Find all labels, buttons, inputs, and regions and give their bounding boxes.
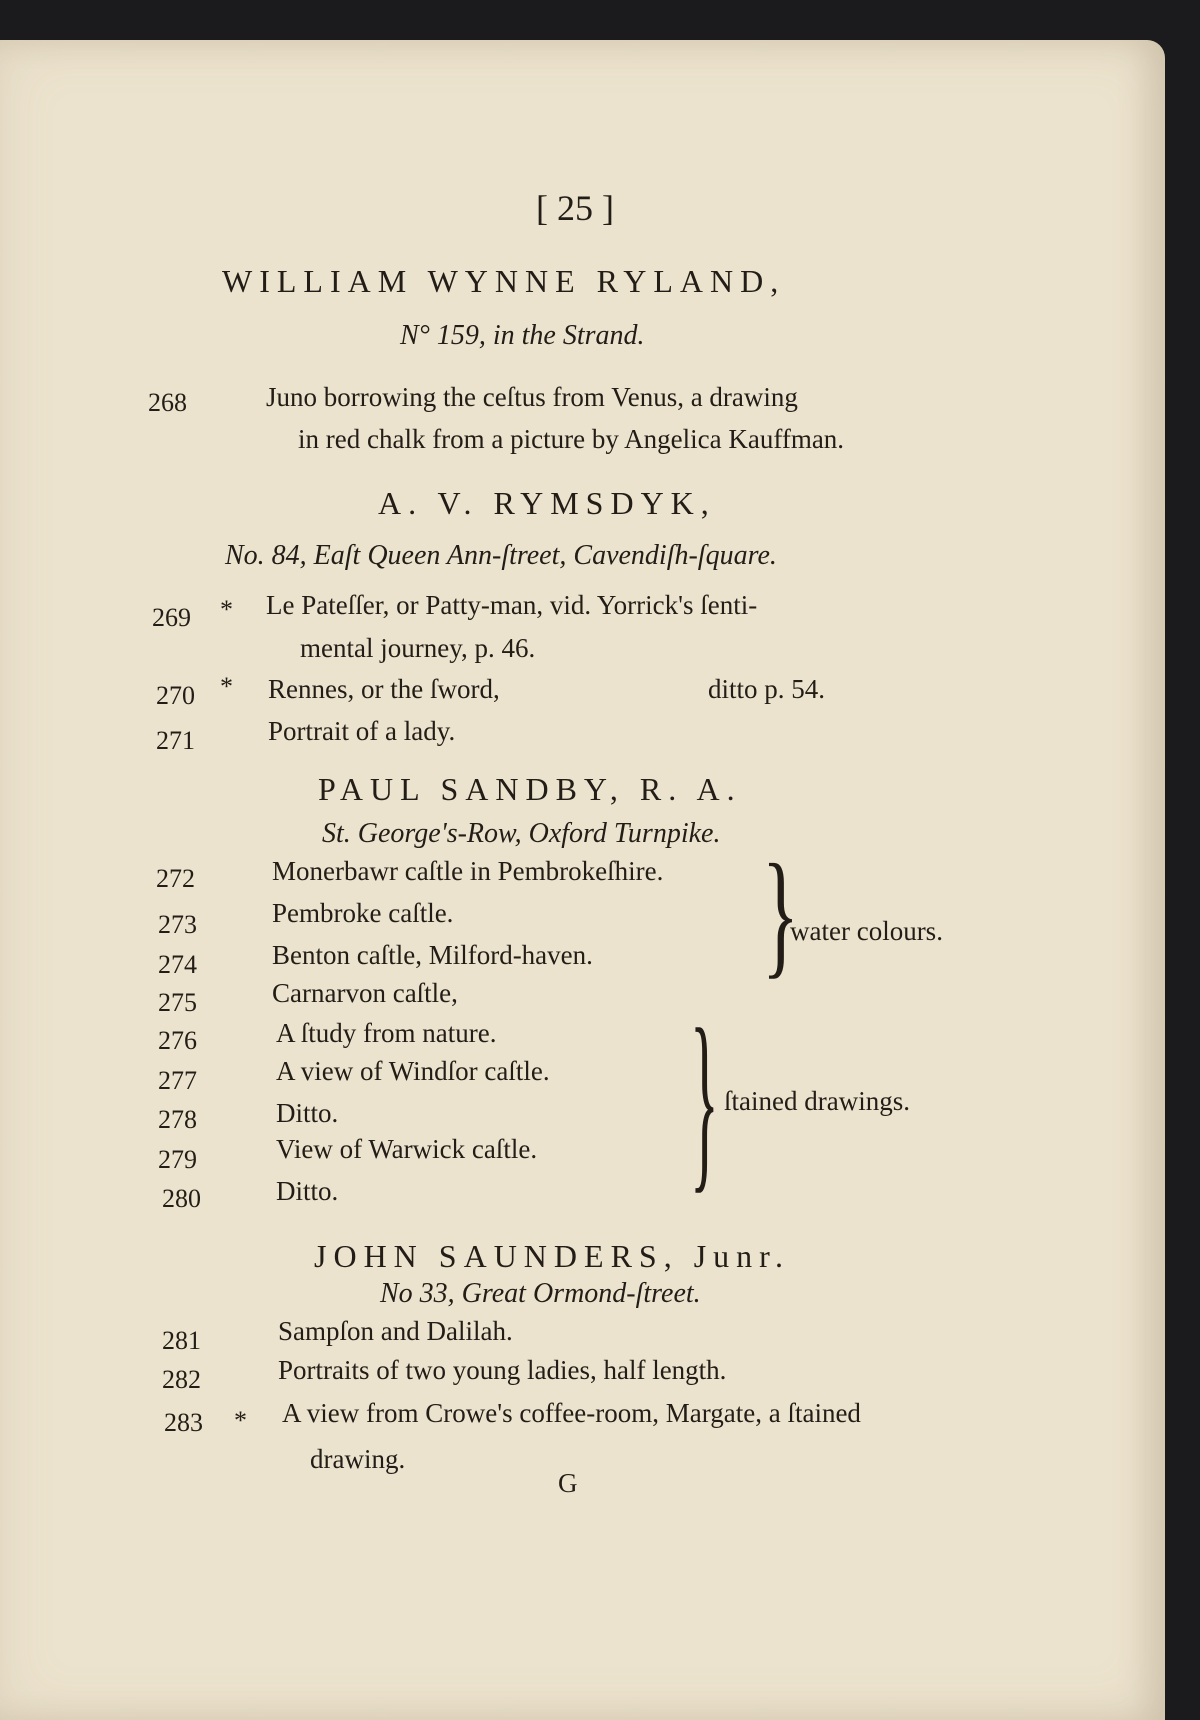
entry-text-280: Ditto. [276, 1176, 339, 1206]
brace-glyph: } [690, 989, 719, 1210]
entry-text-276: A ſtudy from nature. [276, 1018, 497, 1048]
entry-text-271: Portrait of a lady. [268, 716, 456, 746]
entry-text-274: Benton caſtle, Milford-haven. [272, 940, 593, 970]
entry-number: 283 [164, 1408, 203, 1437]
entry-text-269-line1: Le Pateſſer, or Patty-man, vid. Yorrick's ſenti- [266, 590, 758, 620]
entry-number: 282 [162, 1365, 201, 1394]
entry-number: 277 [158, 1066, 197, 1095]
page-number: [ 25 ] [536, 188, 614, 228]
entry-number: 281 [162, 1326, 201, 1355]
entry-asterisk: * [220, 595, 233, 624]
entry-text-268-line2: in red chalk from a picture by Angelica Kauffman. [298, 424, 845, 454]
group-note-stained-drawings: ſtained drawings. [724, 1086, 910, 1116]
entry-number: 280 [162, 1184, 201, 1213]
artist-address-saunders: No 33, Great Ormond-ſtreet. [380, 1278, 701, 1309]
entry-number: 275 [158, 988, 197, 1017]
entry-text-275: Carnarvon caſtle, [272, 978, 458, 1008]
entry-asterisk: * [220, 672, 233, 701]
entry-number: 272 [156, 864, 195, 893]
entry-text-277: A view of Windſor caſtle. [276, 1056, 550, 1086]
entry-text-272: Monerbawr caſtle in Pembrokeſhire. [272, 856, 664, 886]
entry-asterisk: * [234, 1406, 247, 1435]
entry-text-278: Ditto. [276, 1098, 339, 1128]
group-note-water-colours: water colours. [790, 916, 943, 946]
entry-number: 269 [152, 603, 191, 632]
entry-text-283-line2: drawing. [310, 1444, 406, 1474]
artist-name-sandby: PAUL SANDBY, R. A. [318, 771, 742, 807]
entry-number: 270 [156, 681, 195, 710]
artist-name-saunders: JOHN SAUNDERS, Junr. [314, 1238, 791, 1274]
entry-number: 276 [158, 1026, 197, 1055]
artist-address-sandby: St. George's-Row, Oxford Turnpike. [322, 818, 721, 849]
artist-name-rymsdyk: A. V. RYMSDYK, [378, 485, 716, 521]
entry-number: 273 [158, 910, 197, 939]
brace-glyph: } [762, 836, 799, 991]
entry-number: 268 [148, 388, 187, 417]
entry-text-283-line1: A view from Crowe's coffee-room, Margate, a ſtained [282, 1398, 861, 1428]
entry-text-270: Rennes, or the ſword, [268, 674, 500, 704]
entry-number: 271 [156, 726, 195, 755]
artist-name-ryland: WILLIAM WYNNE RYLAND, [222, 263, 786, 299]
entry-text-282: Portraits of two young ladies, half length. [278, 1355, 727, 1385]
entry-ditto-270: ditto p. 54. [708, 674, 826, 704]
signature-mark: G [558, 1468, 578, 1498]
entry-number: 278 [158, 1105, 197, 1134]
entry-text-281: Sampſon and Dalilah. [278, 1316, 513, 1346]
artist-address-rymsdyk: No. 84, Eaſt Queen Ann-ſtreet, Cavendiſh-ſquare. [225, 540, 777, 571]
entry-number: 274 [158, 950, 197, 979]
entry-text-269-line2: mental journey, p. 46. [300, 633, 536, 663]
entry-text-273: Pembroke caſtle. [272, 898, 454, 928]
entry-text-268-line1: Juno borrowing the ceſtus from Venus, a drawing [266, 382, 798, 412]
artist-address-ryland: N° 159, in the Strand. [400, 320, 645, 351]
entry-number: 279 [158, 1145, 197, 1174]
entry-text-279: View of Warwick caſtle. [276, 1134, 538, 1164]
